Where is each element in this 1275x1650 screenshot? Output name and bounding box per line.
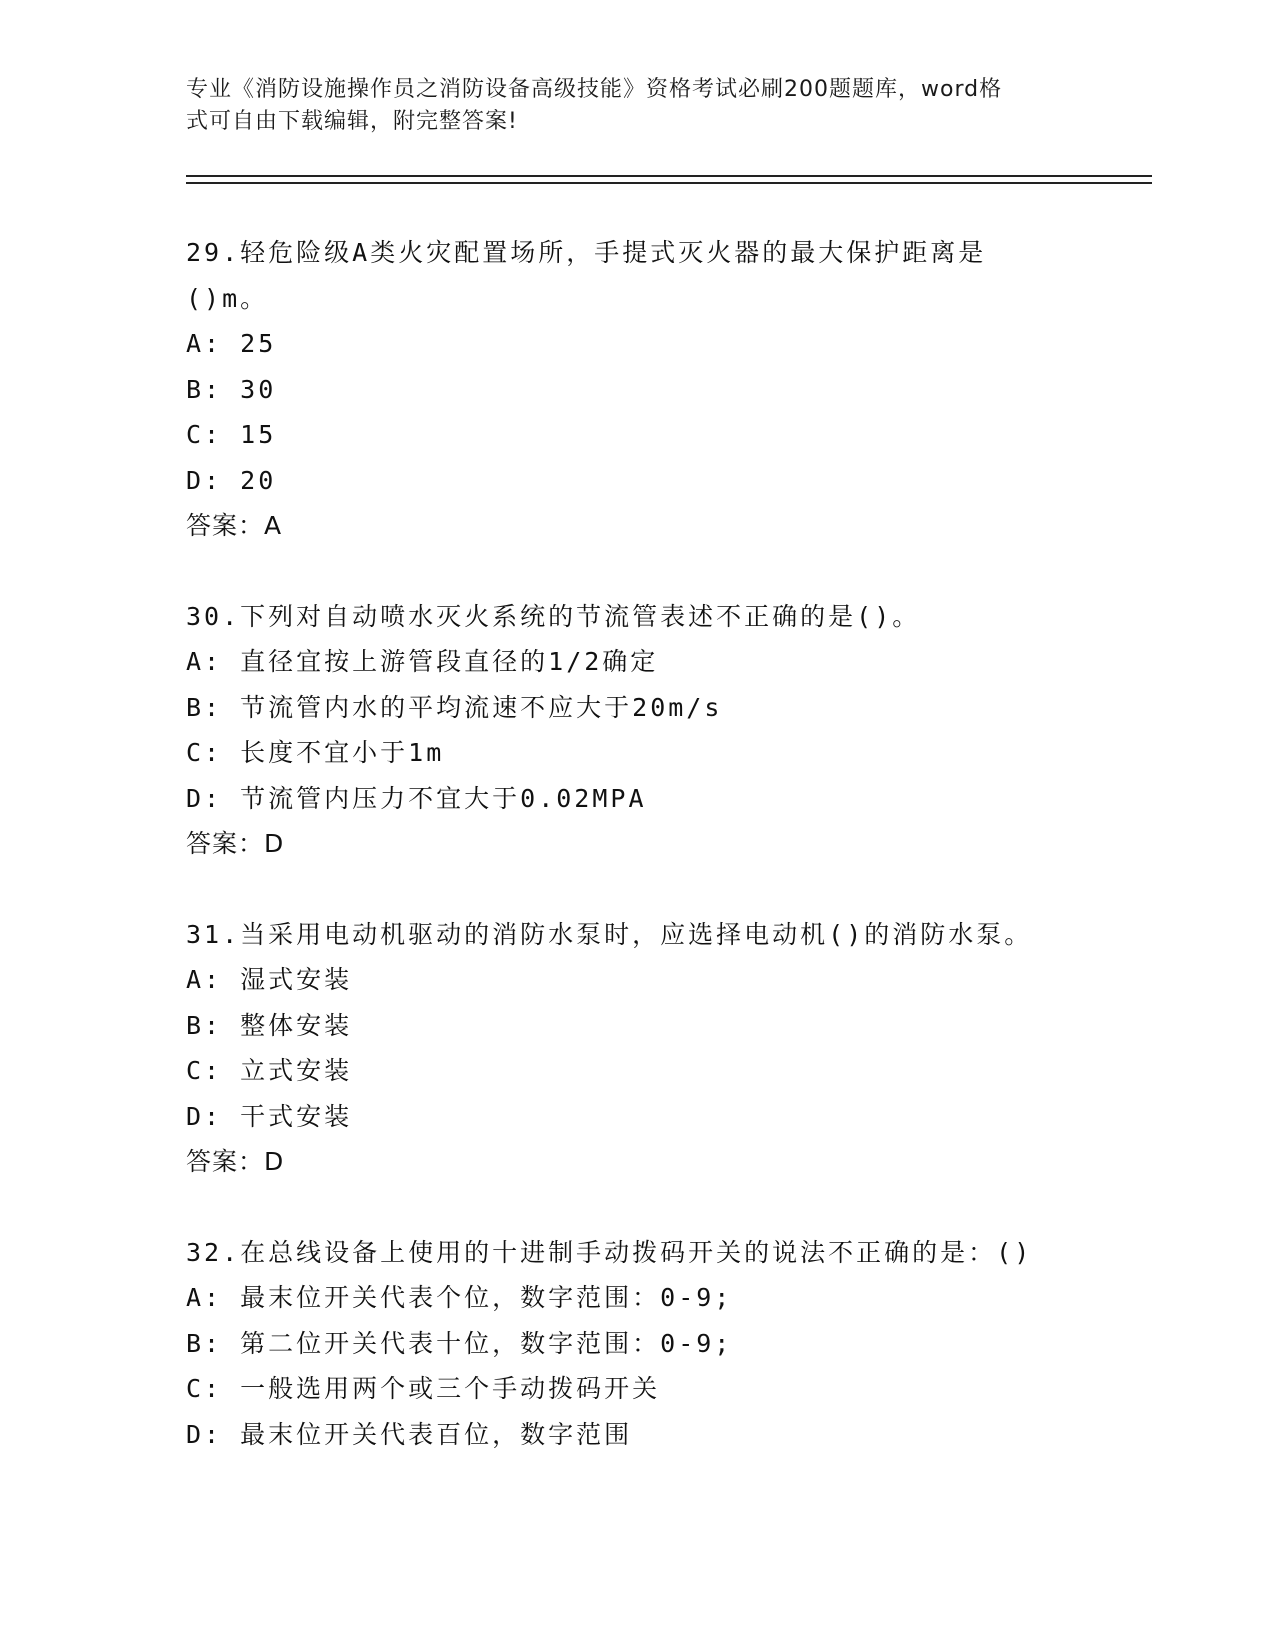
question-31 <box>186 912 1086 1185</box>
question-30 <box>186 594 1086 867</box>
question-text: 29.轻危险级A类火灾配置场所，手提式灭火器的最大保护距离是()m。 <box>186 238 987 313</box>
option-b: B: 第二位开关代表十位，数字范围：0-9; <box>186 1328 733 1358</box>
option-c: C: 15 <box>186 420 277 449</box>
header-divider-bottom <box>186 182 1152 184</box>
question-list <box>186 230 1086 1457</box>
option-a: A: 25 <box>186 329 277 358</box>
question-32 <box>186 1230 1086 1458</box>
header-divider-top <box>186 175 1152 177</box>
question-text: 31.当采用电动机驱动的消防水泵时，应选择电动机()的消防水泵。 <box>186 919 1033 949</box>
question-spacer <box>186 867 1086 912</box>
option-c: C: 长度不宜小于1m <box>186 738 445 767</box>
option-d: D: 最末位开关代表百位，数字范围 <box>186 1419 633 1449</box>
question-text: 30.下列对自动喷水灭火系统的节流管表述不正确的是()。 <box>186 601 921 631</box>
answer: 答案：A <box>186 511 283 540</box>
option-b: B: 节流管内水的平均流速不应大于20m/s <box>186 692 723 722</box>
option-d: D: 节流管内压力不宜大于0.02MPA <box>186 783 647 813</box>
document-header <box>186 74 1066 138</box>
option-a: A: 直径宜按上游管段直径的1/2确定 <box>186 647 659 676</box>
question-spacer <box>186 549 1086 594</box>
option-c: C: 立式安装 <box>186 1056 353 1085</box>
question-text: 32.在总线设备上使用的十进制手动拨码开关的说法不正确的是：() <box>186 1237 1033 1267</box>
option-d: D: 20 <box>186 465 277 495</box>
answer: 答案：D <box>186 1147 285 1176</box>
answer: 答案：D <box>186 829 285 858</box>
option-a: A: 湿式安装 <box>186 965 353 994</box>
question-29 <box>186 230 1086 549</box>
header-line-1: 专业《消防设施操作员之消防设备高级技能》资格考试必刷200题题库，word格 <box>186 77 1003 102</box>
option-b: B: 整体安装 <box>186 1010 353 1040</box>
option-c: C: 一般选用两个或三个手动拨码开关 <box>186 1374 661 1403</box>
header-line-2: 式可自由下载编辑，附完整答案! <box>186 109 518 134</box>
option-d: D: 干式安装 <box>186 1101 353 1131</box>
option-a: A: 最末位开关代表个位，数字范围：0-9; <box>186 1283 733 1312</box>
option-b: B: 30 <box>186 374 277 404</box>
question-spacer <box>186 1185 1086 1230</box>
